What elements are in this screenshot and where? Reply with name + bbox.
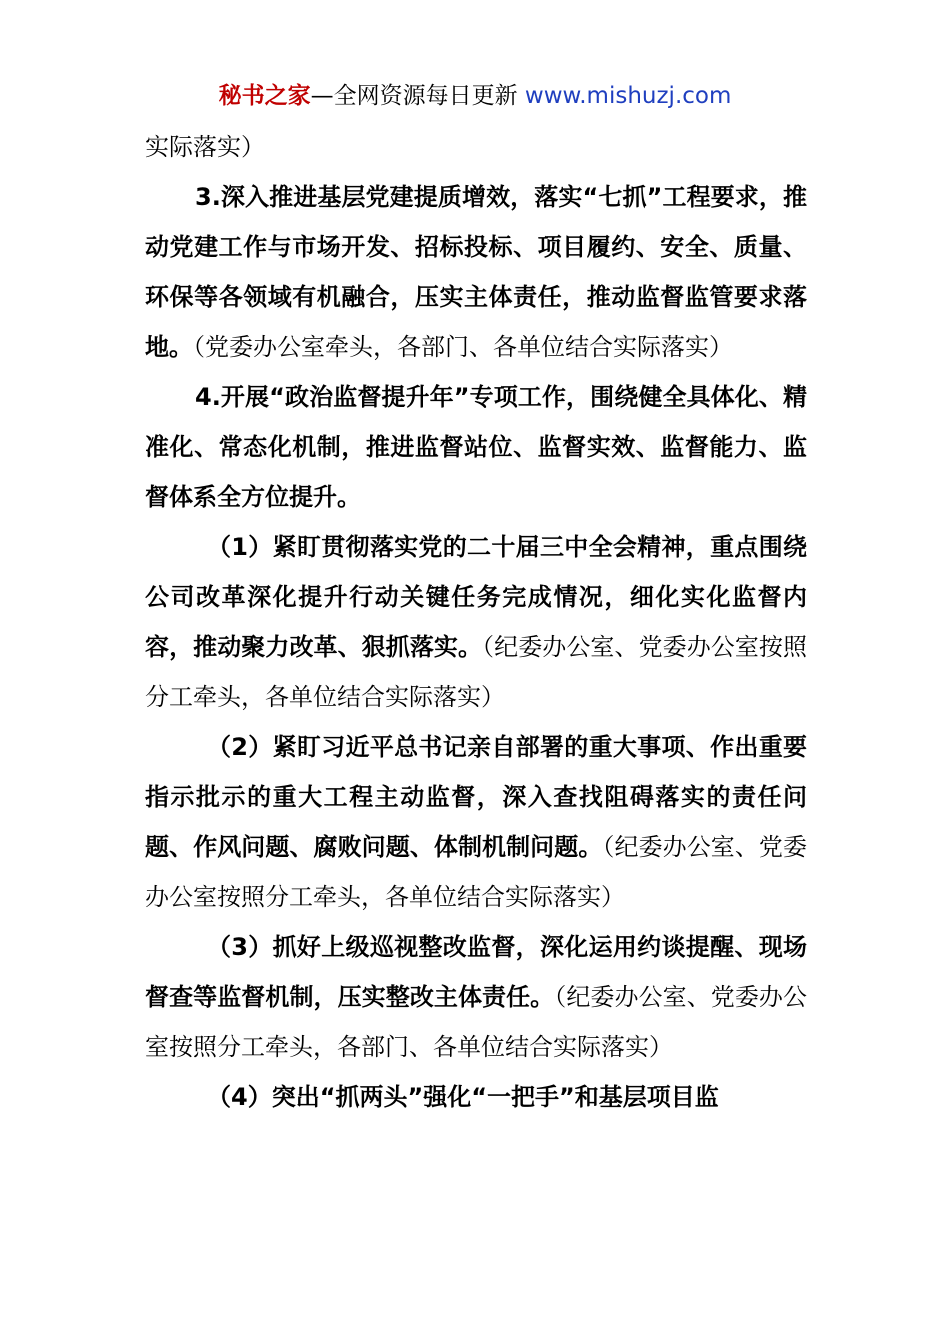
paragraph-bold-text: （4）突出“抓两头”强化“一把手”和基层项目监 — [207, 1083, 719, 1111]
paragraph-note-text: （纪委办公室、党委办公室按照分工牵头，各单位结合实际落实） — [145, 633, 808, 711]
paragraph-bold-text: （3）抓好上级巡视整改监督，深化运用约谈提醒、现场督查等监督机制，压实整改主体责任。 — [145, 933, 807, 1011]
site-header — [0, 78, 950, 114]
site-url-link[interactable]: www.mishuzj.com — [524, 83, 732, 109]
paragraph-subitem-1 — [145, 522, 807, 722]
paragraph-bold-text: 4.开展“政治监督提升年”专项工作，围绕健全具体化、精准化、常态化机制，推进监督站位、监督实效、监督能力、监督体系全方位提升。 — [145, 383, 807, 511]
site-tagline: —全网资源每日更新 — [310, 83, 525, 109]
document-body — [145, 122, 807, 1122]
paragraph-continuation — [145, 122, 807, 172]
paragraph-subitem-2 — [145, 722, 807, 922]
paragraph-bold-text: （2）紧盯习近平总书记亲自部署的重大事项、作出重要指示批示的重大工程主动监督，深入查找阻碍落实的责任问题、作风问题、腐败问题、体制机制问题。 — [145, 733, 807, 861]
paragraph-subitem-4 — [145, 1072, 807, 1122]
site-brand: 秘书之家 — [218, 83, 311, 109]
paragraph-note-text: （纪委办公室、党委办公室按照分工牵头，各部门、各单位结合实际落实） — [145, 983, 808, 1061]
paragraph-item-4 — [145, 372, 807, 522]
paragraph-bold-text: （1）紧盯贯彻落实党的二十届三中全会精神，重点围绕公司改革深化提升行动关键任务完成情况，细化实化监督内容，推动聚力改革、狠抓落实。 — [145, 533, 807, 661]
paragraph-note-text: （党委办公室牵头，各部门、各单位结合实际落实） — [193, 333, 733, 361]
paragraph-note-text: 实际落实） — [145, 133, 265, 161]
paragraph-note-text: （纪委办公室、党委办公室按照分工牵头，各单位结合实际落实） — [145, 833, 807, 911]
paragraph-subitem-3 — [145, 922, 807, 1072]
paragraph-bold-text: 3.深入推进基层党建提质增效，落实“七抓”工程要求，推动党建工作与市场开发、招标投标、项目履约、安全、质量、环保等各领域有机融合，压实主体责任，推动监督监管要求落地。 — [145, 183, 807, 361]
paragraph-item-3 — [145, 172, 807, 372]
